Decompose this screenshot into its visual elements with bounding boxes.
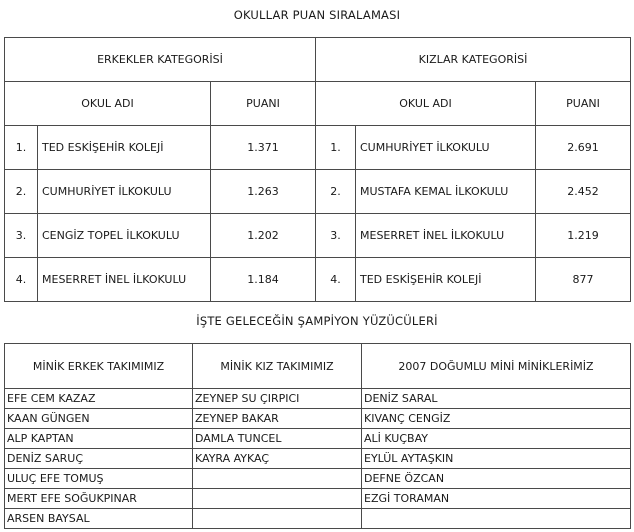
boys-school: CENGİZ TOPEL İLKOKULU bbox=[38, 214, 211, 258]
boys-team-header: MİNİK ERKEK TAKIMIMIZ bbox=[5, 344, 193, 389]
ranking-row bbox=[5, 214, 631, 258]
boys-points: 1.263 bbox=[211, 170, 316, 214]
girls-points: 2.452 bbox=[536, 170, 631, 214]
swim-teams-table bbox=[4, 343, 631, 529]
girls-rank: 1. bbox=[316, 126, 356, 170]
ranking-title: OKULLAR PUAN SIRALAMASI bbox=[233, 8, 401, 22]
boys-swimmer: ALP KAPTAN bbox=[5, 429, 193, 449]
boys-swimmer: MERT EFE SOĞUKPINAR bbox=[5, 489, 193, 509]
girls-school: TED ESKİŞEHİR KOLEJİ bbox=[356, 258, 536, 302]
girls-school: MESERRET İNEL İLKOKULU bbox=[356, 214, 536, 258]
boys-swimmer: ARSEN BAYSAL bbox=[5, 509, 193, 529]
girls-rank: 3. bbox=[316, 214, 356, 258]
boys-rank: 2. bbox=[5, 170, 38, 214]
girls-swimmer: ZEYNEP BAKAR bbox=[193, 409, 362, 429]
mini-swimmer: DEFNE ÖZCAN bbox=[362, 469, 631, 489]
team-row bbox=[5, 409, 631, 429]
team-row bbox=[5, 469, 631, 489]
team-row bbox=[5, 449, 631, 469]
boys-rank: 1. bbox=[5, 126, 38, 170]
boys-rank: 3. bbox=[5, 214, 38, 258]
girls-team-header: MİNİK KIZ TAKIMIMIZ bbox=[193, 344, 362, 389]
girls-swimmer: KAYRA AYKAÇ bbox=[193, 449, 362, 469]
boys-school: MESERRET İNEL İLKOKULU bbox=[38, 258, 211, 302]
mini-swimmer: DENİZ SARAL bbox=[362, 389, 631, 409]
boys-category-header: ERKEKLER KATEGORİSİ bbox=[5, 38, 316, 82]
boys-points: 1.371 bbox=[211, 126, 316, 170]
girls-points-header: PUANI bbox=[536, 82, 631, 126]
mini-swimmer: ALİ KUÇBAY bbox=[362, 429, 631, 449]
girls-rank: 4. bbox=[316, 258, 356, 302]
team-row bbox=[5, 429, 631, 449]
girls-points: 877 bbox=[536, 258, 631, 302]
ranking-row bbox=[5, 126, 631, 170]
girls-points: 2.691 bbox=[536, 126, 631, 170]
teams-title: İŞTE GELECEĞİN ŞAMPİYON YÜZÜCÜLERİ bbox=[196, 314, 438, 328]
girls-swimmer: ZEYNEP SU ÇIRPICI bbox=[193, 389, 362, 409]
girls-swimmer bbox=[193, 489, 362, 509]
boys-swimmer: ULUÇ EFE TOMUŞ bbox=[5, 469, 193, 489]
girls-category-header: KIZLAR KATEGORİSİ bbox=[316, 38, 631, 82]
school-ranking-table bbox=[4, 37, 631, 302]
girls-swimmer bbox=[193, 469, 362, 489]
boys-school: CUMHURİYET İLKOKULU bbox=[38, 170, 211, 214]
mini-swimmer: EYLÜL AYTAŞKIN bbox=[362, 449, 631, 469]
boys-swimmer: DENİZ SARUÇ bbox=[5, 449, 193, 469]
team-row bbox=[5, 489, 631, 509]
boys-points: 1.184 bbox=[211, 258, 316, 302]
mini-swimmer: KIVANÇ CENGİZ bbox=[362, 409, 631, 429]
girls-school: CUMHURİYET İLKOKULU bbox=[356, 126, 536, 170]
girls-points: 1.219 bbox=[536, 214, 631, 258]
ranking-row bbox=[5, 258, 631, 302]
girls-rank: 2. bbox=[316, 170, 356, 214]
team-row bbox=[5, 509, 631, 529]
girls-swimmer bbox=[193, 509, 362, 529]
boys-swimmer: EFE CEM KAZAZ bbox=[5, 389, 193, 409]
boys-swimmer: KAAN GÜNGEN bbox=[5, 409, 193, 429]
ranking-row bbox=[5, 170, 631, 214]
girls-swimmer: DAMLA TUNCEL bbox=[193, 429, 362, 449]
boys-school: TED ESKİŞEHİR KOLEJİ bbox=[38, 126, 211, 170]
mini-swimmer: EZGİ TORAMAN bbox=[362, 489, 631, 509]
boys-school-header: OKUL ADI bbox=[5, 82, 211, 126]
team-row bbox=[5, 389, 631, 409]
boys-points-header: PUANI bbox=[211, 82, 316, 126]
mini-team-header: 2007 DOĞUMLU MİNİ MİNİKLERİMİZ bbox=[362, 344, 631, 389]
boys-points: 1.202 bbox=[211, 214, 316, 258]
boys-rank: 4. bbox=[5, 258, 38, 302]
girls-school-header: OKUL ADI bbox=[316, 82, 536, 126]
mini-swimmer bbox=[362, 509, 631, 529]
girls-school: MUSTAFA KEMAL İLKOKULU bbox=[356, 170, 536, 214]
